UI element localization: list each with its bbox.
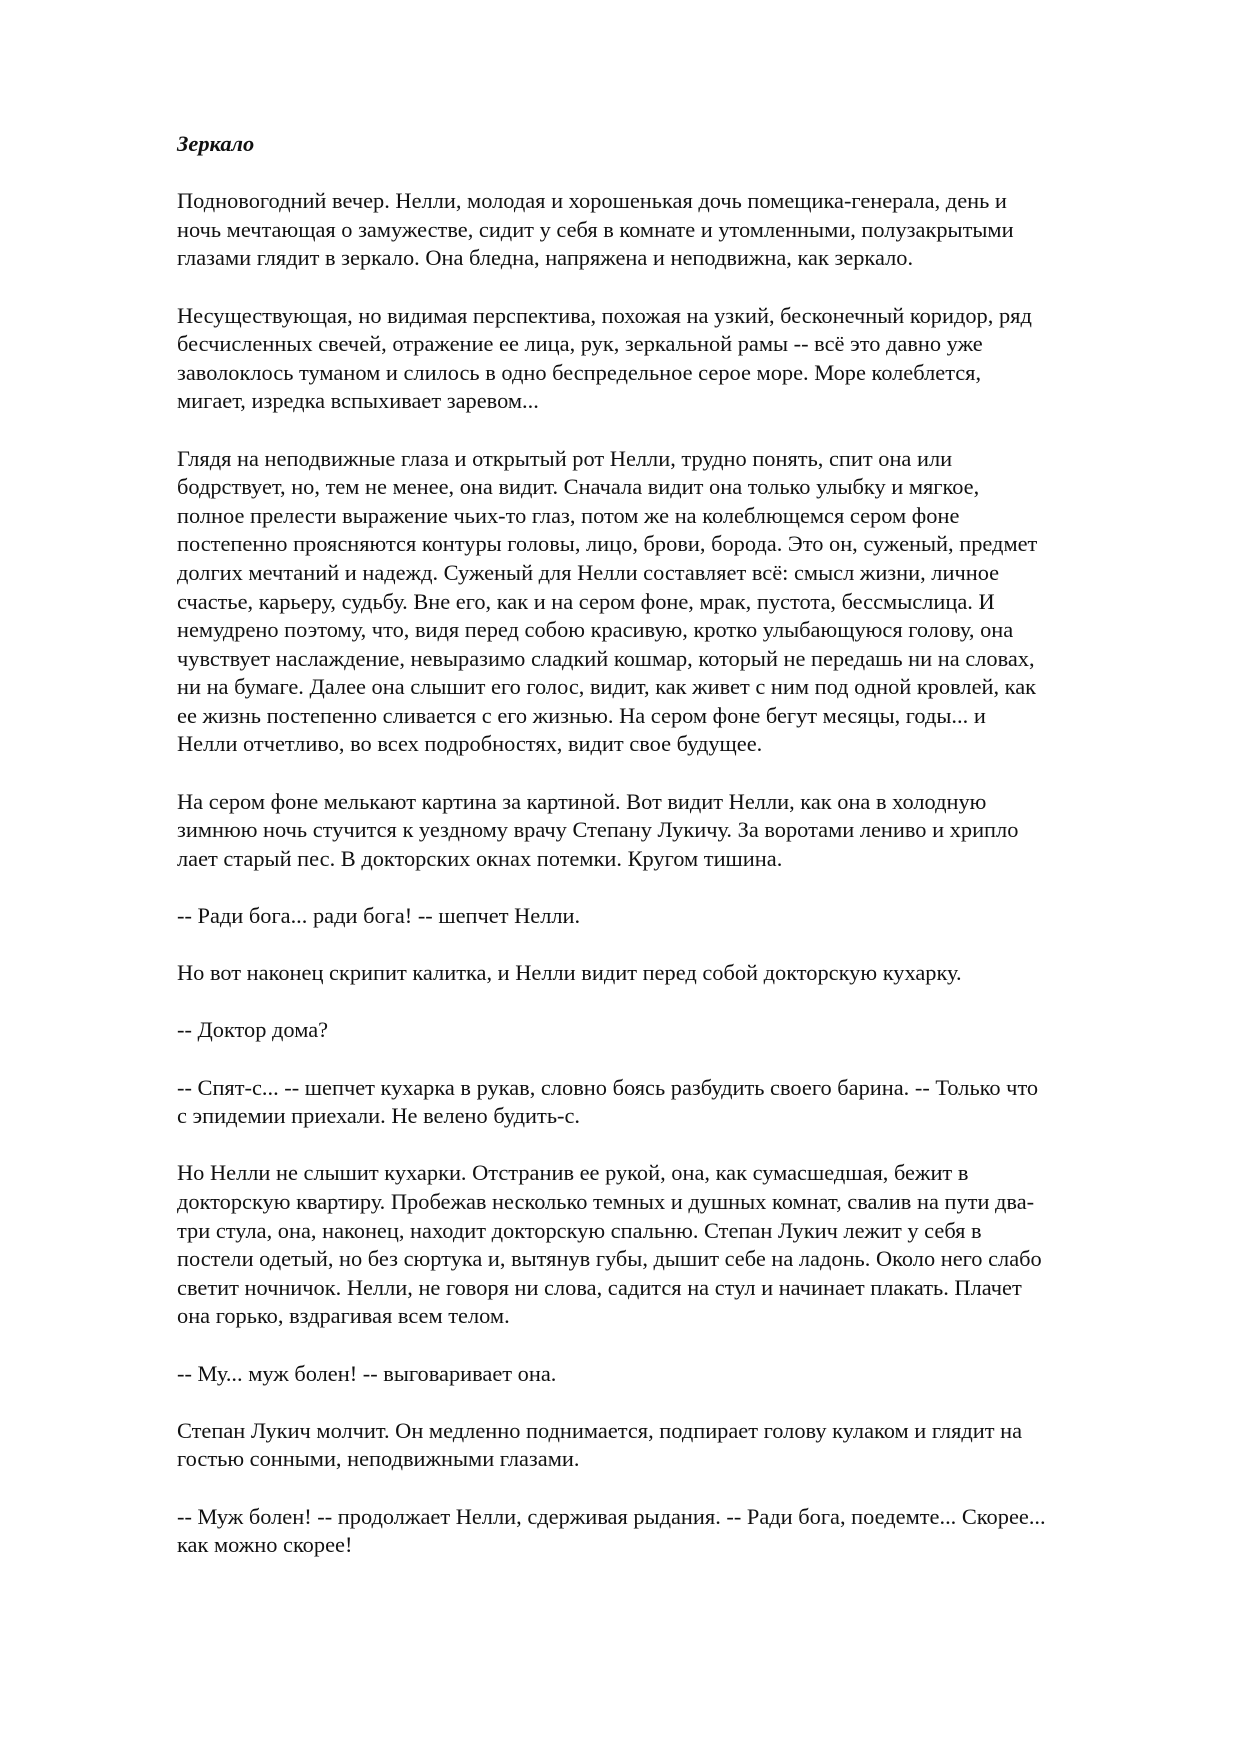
text-line: -- Ради бога... ради бога! -- шепчет Нелли.	[177, 903, 581, 929]
text-line: Степан Лукич молчит. Он медленно поднимается, подпирает голову кулаком и глядит на	[177, 1417, 1023, 1443]
paragraph	[177, 187, 1162, 273]
paragraph	[177, 445, 1162, 760]
text-line: лает старый пес. В докторских окнах потемки. Кругом тишина.	[177, 845, 783, 871]
document-page	[177, 130, 1162, 1588]
text-line: Глядя на неподвижные глаза и открытый рот Нелли, трудно понять, спит она или	[177, 445, 953, 471]
text-line: заволоклось туманом и слилось в одно беспредельное серое море. Море колеблется,	[177, 359, 982, 385]
paragraph	[177, 1360, 1162, 1389]
text-line: Несуществующая, но видимая перспектива, похожая на узкий, бесконечный коридор, ряд	[177, 302, 1032, 328]
text-line: ночь мечтающая о замужестве, сидит у себя в комнате и утомленными, полузакрытыми	[177, 216, 1014, 242]
text-line: ее жизнь постепенно сливается с его жизнью. На сером фоне бегут месяцы, годы... и	[177, 702, 986, 728]
text-line: гостью сонными, неподвижными глазами.	[177, 1446, 580, 1472]
text-line: долгих мечтаний и надежд. Суженый для Нелли составляет всё: смысл жизни, личное	[177, 559, 1000, 585]
paragraph	[177, 1016, 1162, 1045]
text-line: три стула, она, наконец, находит докторскую спальню. Степан Лукич лежит у себя в	[177, 1217, 982, 1243]
text-line: счастье, карьеру, судьбу. Вне его, как и на сером фоне, мрак, пустота, бессмыслица. И	[177, 588, 995, 614]
text-line: На сером фоне мелькают картина за картиной. Вот видит Нелли, как она в холодную	[177, 788, 987, 814]
text-line: Нелли отчетливо, во всех подробностях, видит свое будущее.	[177, 731, 763, 757]
document-title: Зеркало	[177, 131, 255, 156]
text-line: глазами глядит в зеркало. Она бледна, напряжена и неподвижна, как зеркало.	[177, 245, 914, 271]
paragraph	[177, 788, 1162, 874]
text-line: полное прелести выражение чьих-то глаз, потом же на колеблющемся сером фоне	[177, 502, 960, 528]
text-line: -- Муж болен! -- продолжает Нелли, сдерживая рыдания. -- Ради бога, поедемте... Скорее...	[177, 1503, 1046, 1529]
text-line: бесчисленных свечей, отражение ее лица, рук, зеркальной рамы -- всё это давно уже	[177, 331, 983, 357]
paragraph	[177, 902, 1162, 931]
text-line: -- Спят-с... -- шепчет кухарка в рукав, словно боясь разбудить своего барина. -- Только что	[177, 1074, 1039, 1100]
paragraph	[177, 959, 1162, 988]
text-line: постепенно проясняются контуры головы, лицо, брови, борода. Это он, суженый, предмет	[177, 531, 1038, 557]
paragraph	[177, 1417, 1162, 1474]
text-line: Подновогодний вечер. Нелли, молодая и хорошенькая дочь помещика-генерала, день и	[177, 188, 1007, 214]
paragraph	[177, 1503, 1162, 1560]
text-line: бодрствует, но, тем не менее, она видит. Сначала видит она только улыбку и мягкое,	[177, 474, 980, 500]
text-line: Но вот наконец скрипит калитка, и Нелли видит перед собой докторскую кухарку.	[177, 960, 962, 986]
paragraph	[177, 302, 1162, 416]
text-line: она горько, вздрагивая всем телом.	[177, 1303, 510, 1329]
text-line: Но Нелли не слышит кухарки. Отстранив ее рукой, она, как сумасшедшая, бежит в	[177, 1160, 969, 1186]
text-line: -- Му... муж болен! -- выговаривает она.	[177, 1360, 557, 1386]
paragraph	[177, 1074, 1162, 1131]
text-line: -- Доктор дома?	[177, 1017, 329, 1043]
text-line: как можно скорее!	[177, 1532, 353, 1558]
text-line: светит ночничок. Нелли, не говоря ни слова, садится на стул и начинает плакать. Плачет	[177, 1274, 1022, 1300]
paragraph	[177, 1159, 1162, 1331]
text-line: чувствует наслаждение, невыразимо сладкий кошмар, который не передашь ни на словах,	[177, 645, 1035, 671]
text-line: постели одетый, но без сюртука и, вытянув губы, дышит себе на ладонь. Около него слабо	[177, 1246, 1042, 1272]
text-line: зимнюю ночь стучится к уездному врачу Степану Лукичу. За воротами лениво и хрипло	[177, 817, 1019, 843]
text-line: докторскую квартиру. Пробежав несколько темных и душных комнат, свалив на пути два-	[177, 1188, 1035, 1214]
text-line: ни на бумаге. Далее она слышит его голос, видит, как живет с ним под одной кровлей, как	[177, 674, 1037, 700]
text-line: с эпидемии приехали. Не велено будить-с.	[177, 1103, 581, 1129]
text-line: немудрено поэтому, что, видя перед собою красивую, кротко улыбающуюся голову, она	[177, 617, 1014, 643]
text-line: мигает, изредка вспыхивает заревом...	[177, 388, 539, 414]
